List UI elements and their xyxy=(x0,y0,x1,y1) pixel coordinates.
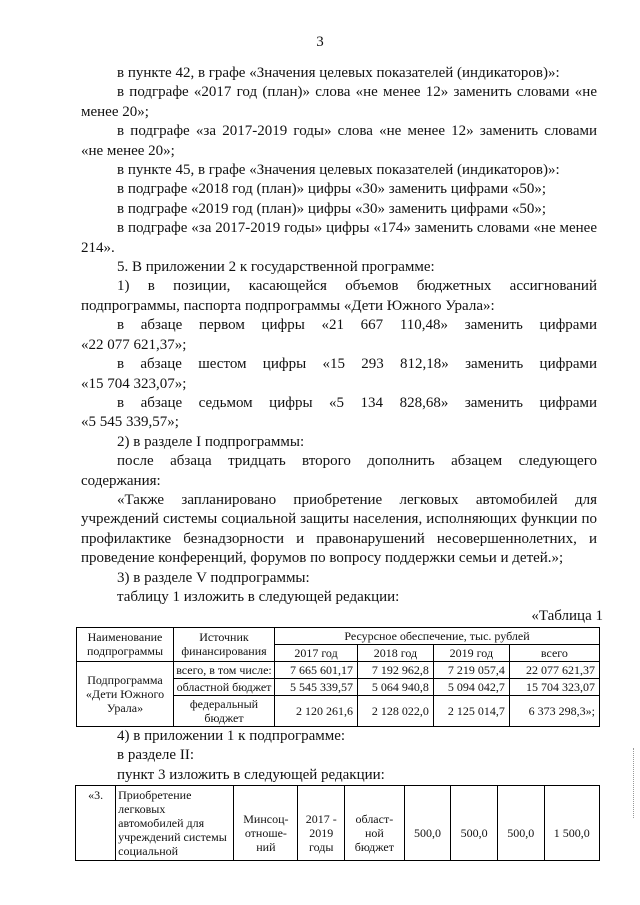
value-cell: 7 219 057,4 xyxy=(433,661,509,678)
item-number-cell: «3. xyxy=(76,786,116,861)
table-row xyxy=(77,661,600,678)
total-cell: 22 077 621,37 xyxy=(509,661,599,678)
paragraph: 1) в позиции, касающейся объемов бюджетных ассигнований xyxy=(117,278,597,295)
paragraph: в абзаце шестом цифры «15 293 812,18» заменить цифрами xyxy=(117,356,597,373)
scan-margin-mark xyxy=(631,748,634,818)
table-caption: «Таблица 1 xyxy=(531,608,603,625)
total-cell: 6 373 298,3»; xyxy=(509,695,599,726)
value-cell: 7 192 962,8 xyxy=(358,661,434,678)
table-header-year: 2017 год xyxy=(275,644,358,661)
paragraph: «5 545 339,57»; xyxy=(81,414,179,431)
table-header-year: 2018 год xyxy=(358,644,434,661)
table-row xyxy=(76,786,600,861)
value-cell: 2 125 014,7 xyxy=(433,695,509,726)
value-cell: 500,0 xyxy=(404,786,451,861)
paragraph: в пункте 42, в графе «Значения целевых показателей (индикаторов)»: xyxy=(117,65,560,81)
total-cell: 1 500,0 xyxy=(544,786,599,861)
source-cell: областной бюджет xyxy=(174,678,275,695)
source-cell: всего, в том числе: xyxy=(174,661,275,678)
paragraph: в подграфе «за 2017-2019 годы» цифры «174» заменить словами «не менее 214». xyxy=(81,220,597,256)
paragraph: в абзаце седьмом цифры «5 134 828,68» заменить цифрами xyxy=(117,394,597,411)
item-name-cell: Приобретение легковых автомобилей для учреждений системы социальной xyxy=(116,786,234,861)
paragraph: после абзаца тридцать второго дополнить абзацем следующего xyxy=(117,453,597,470)
program-name-cell: Подпрограмма «Дети Южного Урала» xyxy=(77,661,174,726)
period-cell: 2017 - 2019 годы xyxy=(298,786,345,861)
paragraph: в пункте 45, в графе «Значения целевых показателей (индикаторов)»: xyxy=(117,162,560,179)
paragraph: в абзаце первом цифры «21 667 110,48» заменить цифрами xyxy=(117,317,597,334)
paragraph: 5. В приложении 2 к государственной программе: xyxy=(117,259,435,276)
paragraph: в разделе II: xyxy=(117,747,194,764)
document-body xyxy=(81,64,603,861)
paragraph: подпрограммы, паспорта подпрограммы «Дети Южного Урала»: xyxy=(81,297,495,314)
paragraph: 3) в разделе V подпрограммы: xyxy=(117,569,310,586)
page-number: 3 xyxy=(316,34,324,50)
paragraph: таблицу 1 изложить в следующей редакции: xyxy=(117,588,400,605)
paragraph: в подграфе «2017 год (план)» слова «не менее 12» заменить словами «не менее 20»; xyxy=(81,84,597,120)
paragraph: в подграфе «2018 год (план)» цифры «30» заменить цифрами «50»; xyxy=(117,181,547,198)
paragraph: «22 077 621,37»; xyxy=(81,336,187,353)
measure-table xyxy=(75,785,600,861)
table-header-source: Источник финансирования xyxy=(174,627,275,661)
table-header-total: всего xyxy=(509,644,599,661)
executor-cell: Минсоц-отноше-ний xyxy=(234,786,298,861)
source-cell: област-ной бюджет xyxy=(345,786,405,861)
value-cell: 5 064 940,8 xyxy=(358,678,434,695)
paragraph: «Также запланировано приобретение легковых автомобилей для учреждений системы социальной защиты населения, исполняющих функции по профилактике безнадзорности и правонарушений несовершеннолетних, и проведение конференций, форумов по вопросу поддержки семьи и детей.»; xyxy=(81,491,597,567)
value-cell: 7 665 601,17 xyxy=(275,661,358,678)
value-cell: 5 545 339,57 xyxy=(275,678,358,695)
paragraph: «15 704 323,07»; xyxy=(81,375,187,392)
value-cell: 500,0 xyxy=(497,786,544,861)
value-cell: 5 094 042,7 xyxy=(433,678,509,695)
paragraph: 2) в разделе I подпрограммы: xyxy=(117,433,305,450)
source-cell: федеральный бюджет xyxy=(174,695,275,726)
paragraph: 4) в приложении 1 к подпрограмме: xyxy=(117,727,346,744)
paragraph: в подграфе «2019 год (план)» цифры «30» заменить цифрами «50»; xyxy=(117,200,547,217)
resource-table xyxy=(76,627,600,727)
paragraph: содержания: xyxy=(81,472,161,489)
total-cell: 15 704 323,07 xyxy=(509,678,599,695)
table-header-name: Наименование подпрограммы xyxy=(77,627,174,661)
paragraph: в подграфе «за 2017-2019 годы» слова «не менее 12» заменить словами «не менее 20»; xyxy=(81,123,597,159)
table-header-year: 2019 год xyxy=(433,644,509,661)
value-cell: 500,0 xyxy=(451,786,498,861)
value-cell: 2 120 261,6 xyxy=(275,695,358,726)
table-header-resources: Ресурсное обеспечение, тыс. рублей xyxy=(275,627,600,644)
value-cell: 2 128 022,0 xyxy=(358,695,434,726)
paragraph: пункт 3 изложить в следующей редакции: xyxy=(117,766,385,783)
